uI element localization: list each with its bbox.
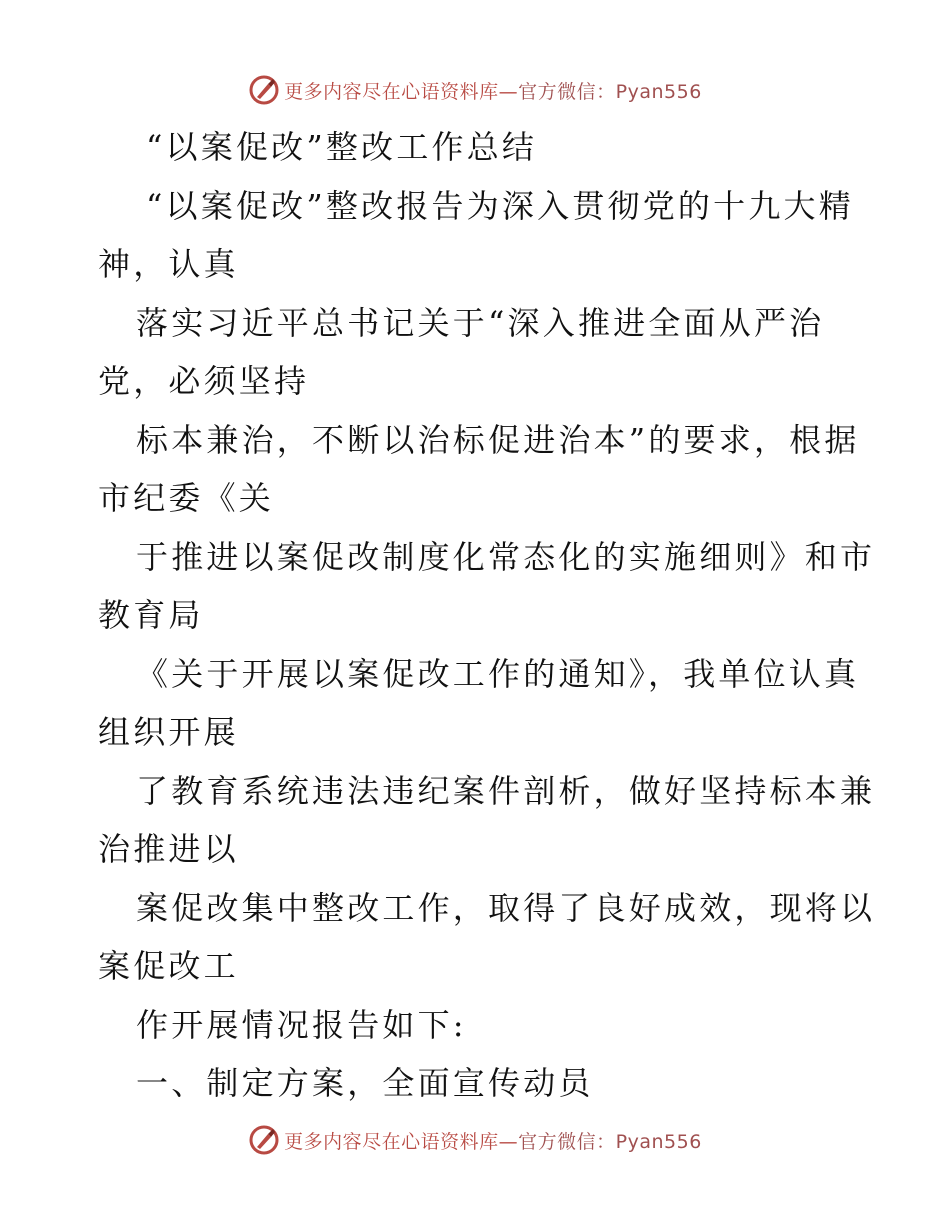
banner-text: 更多内容尽在心语资料库—官方微信：Pyan556: [284, 80, 702, 103]
paragraph-line: 市纪委《关: [98, 479, 275, 517]
header-watermark-banner: [0, 70, 950, 110]
paragraph-line: 作开展情况报告如下:: [136, 1005, 467, 1044]
paragraph-line: 党，必须坚持: [98, 362, 310, 400]
banner-text: 更多内容尽在心语资料库—官方微信：Pyan556: [284, 1130, 702, 1153]
document-title: “以案促改”整改工作总结: [146, 128, 538, 166]
paragraph-line: 了教育系统违法违纪案件剖析，做好坚持标本兼: [136, 771, 876, 810]
paragraph-line: 教育局: [98, 596, 204, 634]
paragraph-line: 治推进以: [98, 830, 239, 868]
paragraph-line: 于推进以案促改制度化常态化的实施细则》和市: [136, 537, 876, 576]
pen-nib-circle-icon: [248, 1124, 280, 1156]
paragraph-line: 案促改工: [98, 947, 239, 985]
paragraph-line: “以案促改”整改报告为深入贯彻党的十九大精: [146, 186, 854, 225]
paragraph-line: 落实习近平总书记关于“深入推进全面从严治: [136, 303, 825, 342]
document-body: [98, 118, 876, 1113]
paragraph-line: 《关于开展以案促改工作的通知》，我单位认真: [136, 654, 860, 693]
paragraph-line: 组织开展: [98, 713, 239, 751]
footer-watermark-banner: [0, 1120, 950, 1160]
paragraph-line: 神，认真: [98, 245, 239, 283]
section-heading: 一、制定方案，全面宣传动员: [136, 1064, 594, 1102]
paragraph-line: 案促改集中整改工作，取得了良好成效，现将以: [136, 888, 876, 927]
pen-nib-circle-icon: [248, 74, 280, 106]
paragraph-line: 标本兼治，不断以治标促进治本”的要求，根据: [136, 420, 860, 459]
